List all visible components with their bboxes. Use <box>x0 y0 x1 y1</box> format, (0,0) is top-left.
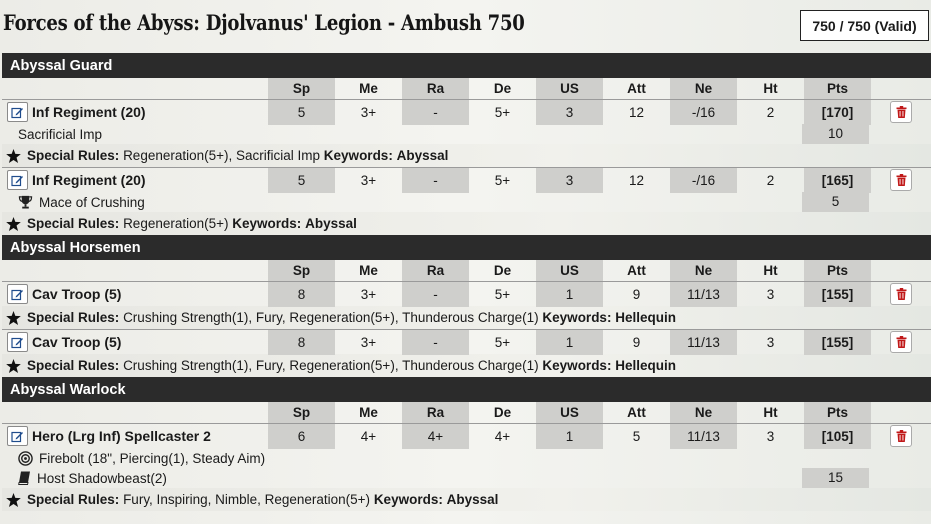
unit-row <box>2 281 931 306</box>
unit-name: Cav Troop (5) <box>32 286 122 302</box>
star-icon <box>6 149 27 163</box>
stat-ra: - <box>402 330 469 355</box>
stat-ht: 2 <box>766 104 775 120</box>
column-header-de: De <box>493 263 512 278</box>
star-icon <box>6 217 27 231</box>
special-rules-row <box>2 488 931 511</box>
special-rules-row <box>2 306 931 329</box>
special-rules-text: Fury, Inspiring, Nimble, Regeneration(5+) <box>123 492 371 507</box>
column-header-me: Me <box>359 81 378 96</box>
stat-me: 4+ <box>360 428 377 444</box>
stat-att: 5 <box>632 428 641 444</box>
stat-pts: [165] <box>804 168 871 193</box>
upgrade-label <box>2 471 802 486</box>
upgrade-row <box>2 192 931 212</box>
upgrade-points <box>802 448 869 468</box>
trash-icon <box>896 430 907 442</box>
column-header-ne: Ne <box>670 402 737 423</box>
stat-att: 12 <box>628 104 645 120</box>
column-header-me: Me <box>359 263 378 278</box>
delete-cell <box>871 425 931 447</box>
stat-ne: -/16 <box>670 100 737 125</box>
stat-pts: [105] <box>804 424 871 449</box>
stat-ht: 3 <box>766 286 775 302</box>
keywords-text: Abyssal <box>305 216 357 231</box>
edit-unit-button[interactable] <box>7 332 28 352</box>
stat-us: 3 <box>536 100 603 125</box>
unit-name-cell <box>2 102 268 122</box>
group-header: Abyssal Horsemen <box>2 235 931 260</box>
stat-ne: 11/13 <box>670 330 737 355</box>
unit-row <box>2 99 931 124</box>
keywords-text: Abyssal <box>446 492 499 507</box>
stat-me: 3+ <box>360 286 377 302</box>
column-header-pts: Pts <box>804 402 871 423</box>
column-header-ra: Ra <box>402 78 469 99</box>
column-header-ht: Ht <box>763 81 778 96</box>
special-rules-label: Special Rules: <box>27 148 120 163</box>
stat-me: 3+ <box>360 172 377 188</box>
unit-name-cell <box>2 426 268 446</box>
group-header: Abyssal Warlock <box>2 377 931 402</box>
unit-row <box>2 329 931 354</box>
star-icon <box>6 493 27 507</box>
edit-icon <box>11 430 24 443</box>
unit-name-cell <box>2 332 268 352</box>
stat-ra: - <box>402 282 469 307</box>
star-icon <box>6 359 27 373</box>
trash-icon <box>896 288 907 300</box>
column-header-ht: Ht <box>763 263 778 278</box>
stat-att: 9 <box>632 286 641 302</box>
column-header-spacer <box>2 260 268 281</box>
column-header-spacer <box>871 402 931 423</box>
special-rules-label: Special Rules: <box>27 492 120 507</box>
trash-icon <box>896 174 907 186</box>
edit-icon <box>11 174 24 187</box>
special-rules-label: Special Rules: <box>27 310 120 325</box>
column-header-ne: Ne <box>670 260 737 281</box>
delete-unit-button[interactable] <box>890 425 912 447</box>
stat-me: 3+ <box>360 104 377 120</box>
army-list <box>2 53 931 511</box>
unit-name: Cav Troop (5) <box>32 334 122 350</box>
special-rules-text: Crushing Strength(1), Fury, Regeneration(5+), Thunderous Charge(1) <box>123 310 539 325</box>
unit-row <box>2 167 931 192</box>
upgrade-name: Sacrificial Imp <box>18 126 103 142</box>
unit-name-cell <box>2 170 268 190</box>
column-header-ra: Ra <box>402 260 469 281</box>
unit-name-cell <box>2 284 268 304</box>
delete-unit-button[interactable] <box>890 101 912 123</box>
upgrade-points: 10 <box>802 124 869 144</box>
upgrade-name: Host Shadowbeast(2) <box>37 470 167 486</box>
column-header-sp: Sp <box>268 260 335 281</box>
delete-cell <box>871 331 931 353</box>
stat-me: 3+ <box>360 334 377 350</box>
column-header-row <box>2 78 931 99</box>
edit-icon <box>11 288 24 301</box>
column-header-spacer <box>2 402 268 423</box>
column-header-row <box>2 260 931 281</box>
column-header-ne: Ne <box>670 78 737 99</box>
edit-unit-button[interactable] <box>7 426 28 446</box>
upgrade-row <box>2 124 931 144</box>
column-header-sp: Sp <box>268 402 335 423</box>
keywords-text: Hellequin <box>615 358 676 373</box>
delete-unit-button[interactable] <box>890 283 912 305</box>
keywords-label: Keywords: <box>323 148 393 163</box>
stat-sp: 5 <box>268 168 335 193</box>
column-header-us: US <box>536 260 603 281</box>
edit-icon <box>11 336 24 349</box>
special-rules-row <box>2 354 931 377</box>
edit-unit-button[interactable] <box>7 284 28 304</box>
stat-us: 1 <box>536 330 603 355</box>
stat-sp: 8 <box>268 282 335 307</box>
column-header-me: Me <box>359 405 378 420</box>
delete-cell <box>871 101 931 123</box>
keywords-label: Keywords: <box>542 358 612 373</box>
column-header-spacer <box>871 260 931 281</box>
edit-unit-button[interactable] <box>7 102 28 122</box>
stat-ht: 3 <box>766 428 775 444</box>
stat-pts: [155] <box>804 330 871 355</box>
upgrade-label <box>2 195 802 210</box>
stat-sp: 5 <box>268 100 335 125</box>
stat-us: 1 <box>536 282 603 307</box>
stat-ht: 3 <box>766 334 775 350</box>
points-total-box: 750 / 750 (Valid) <box>800 10 929 41</box>
unit-row <box>2 423 931 448</box>
column-header-row <box>2 402 931 423</box>
stat-sp: 6 <box>268 424 335 449</box>
stat-pts: [155] <box>804 282 871 307</box>
special-rules-label: Special Rules: <box>27 358 120 373</box>
edit-unit-button[interactable] <box>7 170 28 190</box>
keywords-text: Abyssal <box>396 148 449 163</box>
stat-ht: 2 <box>766 172 775 188</box>
stat-pts: [170] <box>804 100 871 125</box>
delete-unit-button[interactable] <box>890 331 912 353</box>
stat-ra: - <box>402 100 469 125</box>
upgrade-label <box>2 451 802 466</box>
upgrade-label <box>2 127 802 142</box>
column-header-us: US <box>536 78 603 99</box>
stat-ne: 11/13 <box>670 424 737 449</box>
keywords-text: Hellequin <box>615 310 676 325</box>
unit-name: Inf Regiment (20) <box>32 172 146 188</box>
page-title: Forces of the Abyss: Djolvanus' Legion - Ambush 750 <box>3 10 525 35</box>
unit-name: Hero (Lrg Inf) Spellcaster 2 <box>32 428 211 444</box>
stat-de: 5+ <box>494 172 511 188</box>
stat-de: 5+ <box>494 286 511 302</box>
delete-cell <box>871 169 931 191</box>
target-icon <box>18 451 39 466</box>
delete-cell <box>871 283 931 305</box>
stat-us: 1 <box>536 424 603 449</box>
upgrade-name: Mace of Crushing <box>39 194 145 210</box>
column-header-sp: Sp <box>268 78 335 99</box>
column-header-spacer <box>2 78 268 99</box>
book-icon <box>18 471 37 485</box>
star-icon <box>6 311 27 325</box>
keywords-label: Keywords: <box>542 310 612 325</box>
stat-de: 5+ <box>494 334 511 350</box>
column-header-de: De <box>493 81 512 96</box>
upgrade-name: Firebolt (18", Piercing(1), Steady Aim) <box>39 450 266 466</box>
column-header-att: Att <box>627 405 646 420</box>
special-rules-label: Special Rules: <box>27 216 120 231</box>
stat-de: 4+ <box>494 428 511 444</box>
special-rules-text: Regeneration(5+) <box>123 216 229 231</box>
keywords-label: Keywords: <box>232 216 302 231</box>
upgrade-row <box>2 468 931 488</box>
upgrade-points: 5 <box>802 192 869 212</box>
column-header-pts: Pts <box>804 78 871 99</box>
column-header-us: US <box>536 402 603 423</box>
trash-icon <box>896 336 907 348</box>
special-rules-text: Crushing Strength(1), Fury, Regeneration(5+), Thunderous Charge(1) <box>123 358 539 373</box>
trophy-icon <box>18 195 39 209</box>
trash-icon <box>896 106 907 118</box>
stat-att: 9 <box>632 334 641 350</box>
stat-ne: 11/13 <box>670 282 737 307</box>
stat-ra: - <box>402 168 469 193</box>
stat-att: 12 <box>628 172 645 188</box>
edit-icon <box>11 106 24 119</box>
unit-name: Inf Regiment (20) <box>32 104 146 120</box>
stat-sp: 8 <box>268 330 335 355</box>
column-header-ht: Ht <box>763 405 778 420</box>
column-header-spacer <box>871 78 931 99</box>
stat-us: 3 <box>536 168 603 193</box>
upgrade-row <box>2 448 931 468</box>
column-header-de: De <box>493 405 512 420</box>
upgrade-points: 15 <box>802 468 869 488</box>
column-header-att: Att <box>627 263 646 278</box>
special-rules-text: Regeneration(5+), Sacrificial Imp <box>123 148 321 163</box>
special-rules-row <box>2 144 931 167</box>
keywords-label: Keywords: <box>373 492 443 507</box>
column-header-ra: Ra <box>402 402 469 423</box>
delete-unit-button[interactable] <box>890 169 912 191</box>
stat-de: 5+ <box>494 104 511 120</box>
group-header: Abyssal Guard <box>2 53 931 78</box>
special-rules-row <box>2 212 931 235</box>
stat-ra: 4+ <box>402 424 469 449</box>
stat-ne: -/16 <box>670 168 737 193</box>
column-header-pts: Pts <box>804 260 871 281</box>
column-header-att: Att <box>627 81 646 96</box>
